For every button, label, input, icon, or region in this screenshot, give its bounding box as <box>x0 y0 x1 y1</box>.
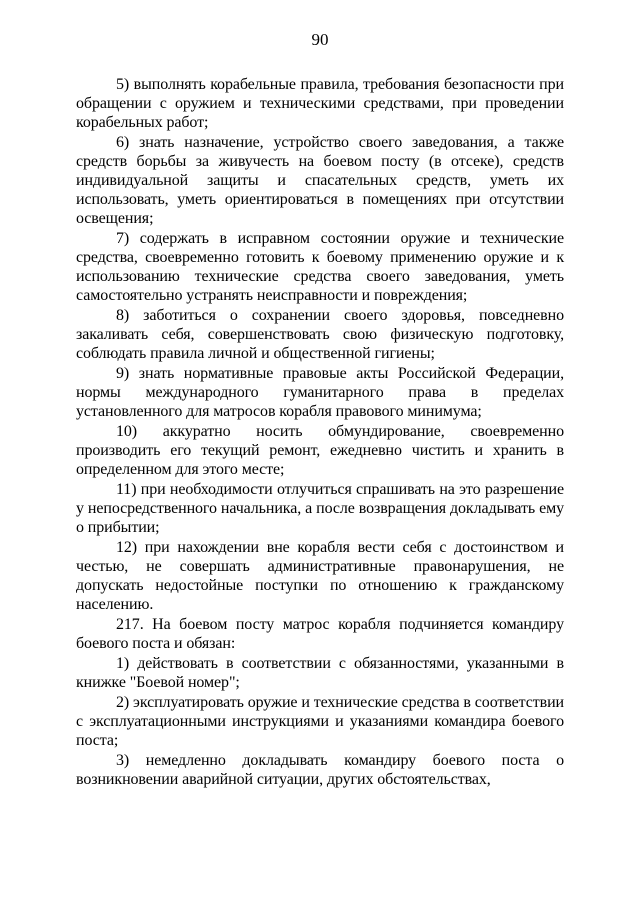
page-number: 90 <box>311 30 329 49</box>
paragraph: 217. На боевом посту матрос корабля подчиняется командиру боевого поста и обязан: <box>76 616 564 652</box>
paragraph: 3) немедленно докладывать командиру боевого поста о возникновении аварийной ситуации, других обстоятельствах, <box>76 752 564 788</box>
paragraph: 1) действовать в соответствии с обязанностями, указанными в книжке "Боевой номер"; <box>76 655 564 691</box>
paragraph: 10) аккуратно носить обмундирование, своевременно производить его текущий ремонт, ежедневно чистить и хранить в определенном для этого месте; <box>76 423 564 478</box>
paragraph: 9) знать нормативные правовые акты Российской Федерации, нормы международного гуманитарного права в пределах установленного для матросов корабля правового минимума; <box>76 365 564 420</box>
paragraph: 6) знать назначение, устройство своего заведования, а также средств борьбы за живучесть на боевом посту (в отсеке), средств индивидуальной защиты и спасательных средств, уметь их использовать, уметь ориентироваться в помещениях при отсутствии освещения; <box>76 134 564 227</box>
paragraph: 5) выполнять корабельные правила, требования безопасности при обращении с оружием и техническими средствами, при проведении корабельных работ; <box>76 76 564 131</box>
paragraph: 8) заботиться о сохранении своего здоровья, повседневно закаливать себя, совершенствовать свою физическую подготовку, соблюдать правила личной и общественной гигиены; <box>76 307 564 362</box>
paragraph: 12) при нахождении вне корабля вести себя с достоинством и честью, не совершать административные правонарушения, не допускать недостойные поступки по отношению к гражданскому населению. <box>76 539 564 613</box>
paragraph: 11) при необходимости отлучиться спрашивать на это разрешение у непосредственного начальника, а после возвращения докладывать ему о прибытии; <box>76 481 564 536</box>
paragraph: 7) содержать в исправном состоянии оружие и технические средства, своевременно готовить к боевому применению оружие и к использованию технические средства своего заведования, уметь самостоятельно устранять неисправности и повреждения; <box>76 230 564 304</box>
document-body <box>76 75 564 790</box>
paragraph: 2) эксплуатировать оружие и технические средства в соответствии с эксплуатационными инструкциями и указаниями командира боевого поста; <box>76 694 564 749</box>
